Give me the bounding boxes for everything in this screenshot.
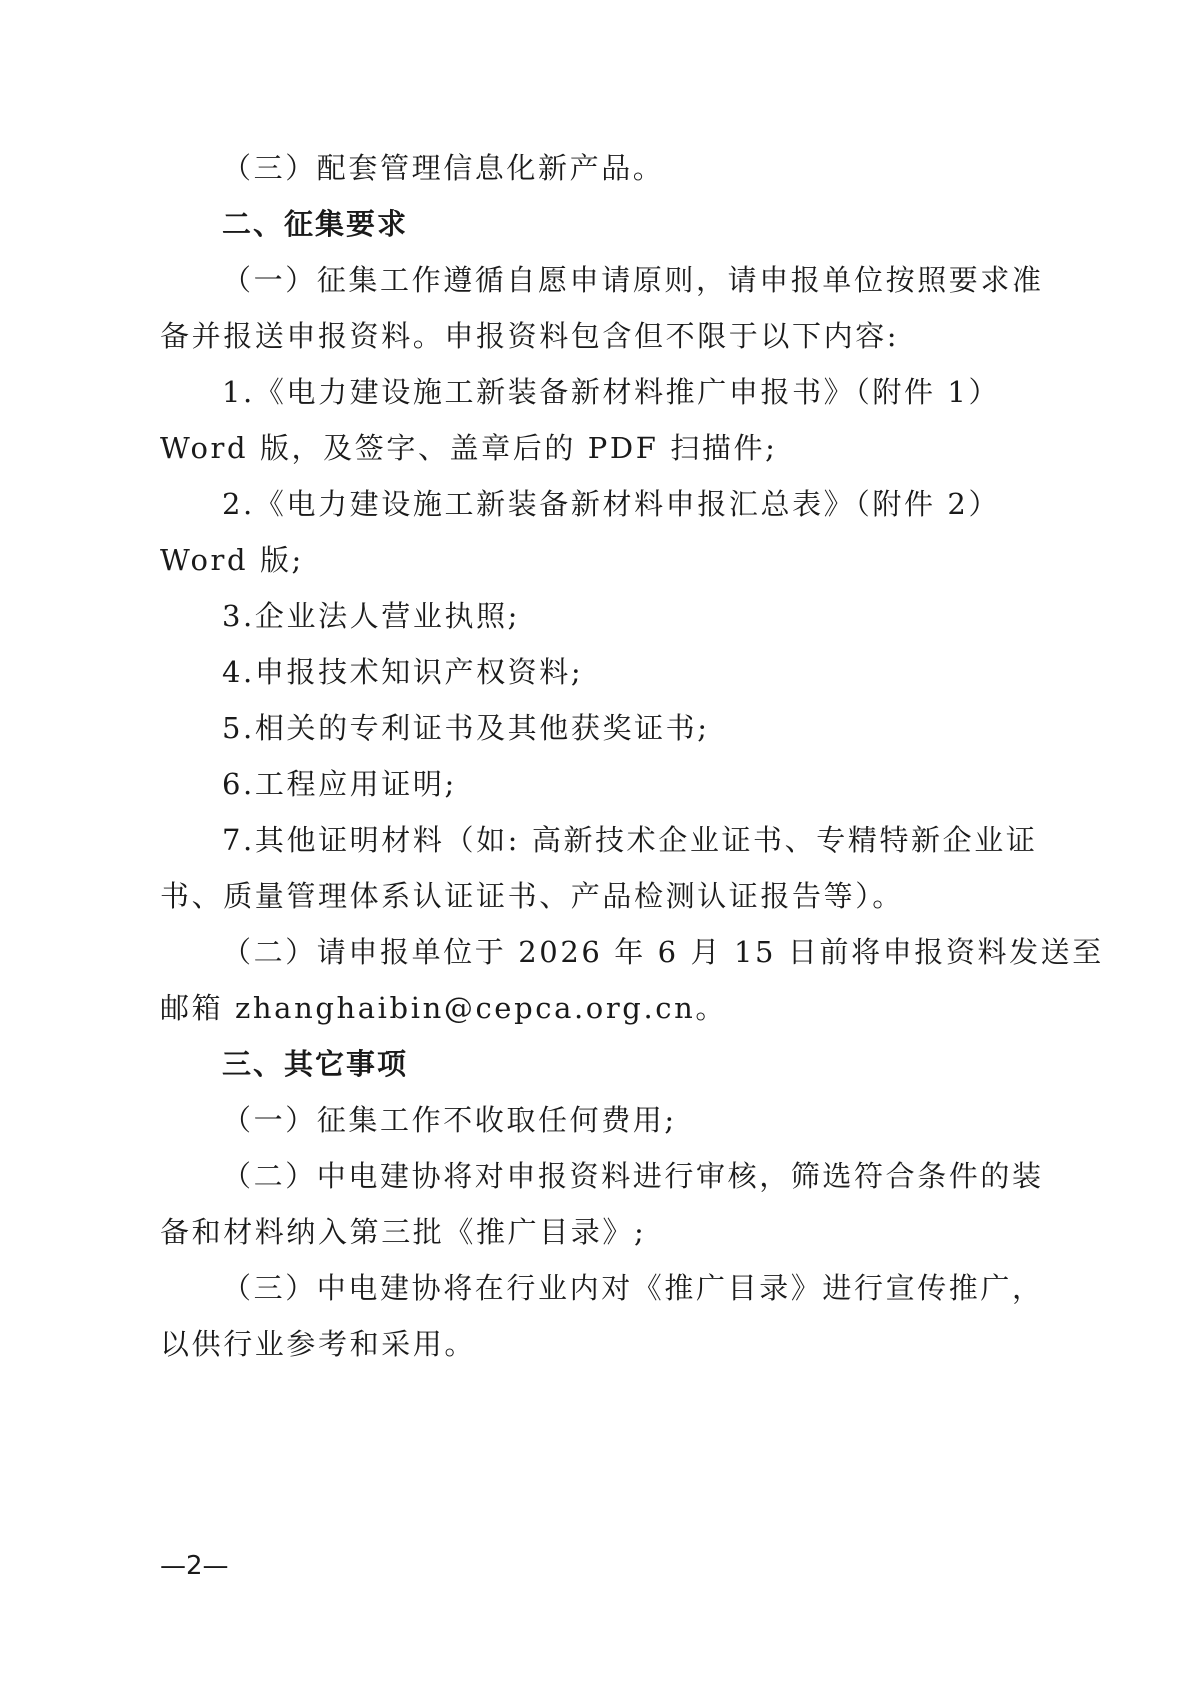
paragraph-line: 以供行业参考和采用。: [160, 1327, 477, 1361]
paragraph-line: （二）请申报单位于 2026 年 6 月 15 日前将申报资料发送至: [222, 935, 1104, 969]
paragraph-line: （一）征集工作不收取任何费用;: [222, 1103, 677, 1137]
page-number: —2—: [160, 1551, 229, 1581]
paragraph-line: （二）中电建协将对申报资料进行审核，筛选符合条件的装: [222, 1159, 1044, 1193]
paragraph-line: 7.其他证明材料（如: 高新技术企业证书、专精特新企业证: [222, 823, 1038, 857]
paragraph-line: 书、质量管理体系认证证书、产品检测认证报告等）。: [160, 879, 904, 913]
paragraph-line: 6.工程应用证明;: [222, 767, 457, 801]
paragraph-line: （三）中电建协将在行业内对《推广目录》进行宣传推广，: [222, 1271, 1044, 1305]
section-heading: 二、征集要求: [222, 207, 409, 241]
paragraph-line: 备和材料纳入第三批《推广目录》;: [160, 1215, 647, 1249]
paragraph-line: 5.相关的专利证书及其他获奖证书;: [222, 711, 710, 745]
paragraph-line: 邮箱 zhanghaibin@cepca.org.cn。: [160, 991, 728, 1025]
section-heading: 三、其它事项: [222, 1047, 409, 1081]
paragraph-line: 3.企业法人营业执照;: [222, 599, 521, 633]
paragraph-line: Word 版;: [160, 543, 304, 577]
paragraph-line: 1.《电力建设施工新装备新材料推广申报书》（附件 1）: [222, 375, 1001, 409]
paragraph-line: （三）配套管理信息化新产品。: [222, 151, 665, 185]
paragraph-line: 备并报送申报资料。申报资料包含但不限于以下内容:: [160, 319, 900, 353]
paragraph-line: 4.申报技术知识产权资料;: [222, 655, 584, 689]
paragraph-line: （一）征集工作遵循自愿申请原则，请申报单位按照要求准: [222, 263, 1044, 297]
paragraph-line: 2.《电力建设施工新装备新材料申报汇总表》（附件 2）: [222, 487, 1001, 521]
paragraph-line: Word 版，及签字、盖章后的 PDF 扫描件;: [160, 431, 778, 465]
